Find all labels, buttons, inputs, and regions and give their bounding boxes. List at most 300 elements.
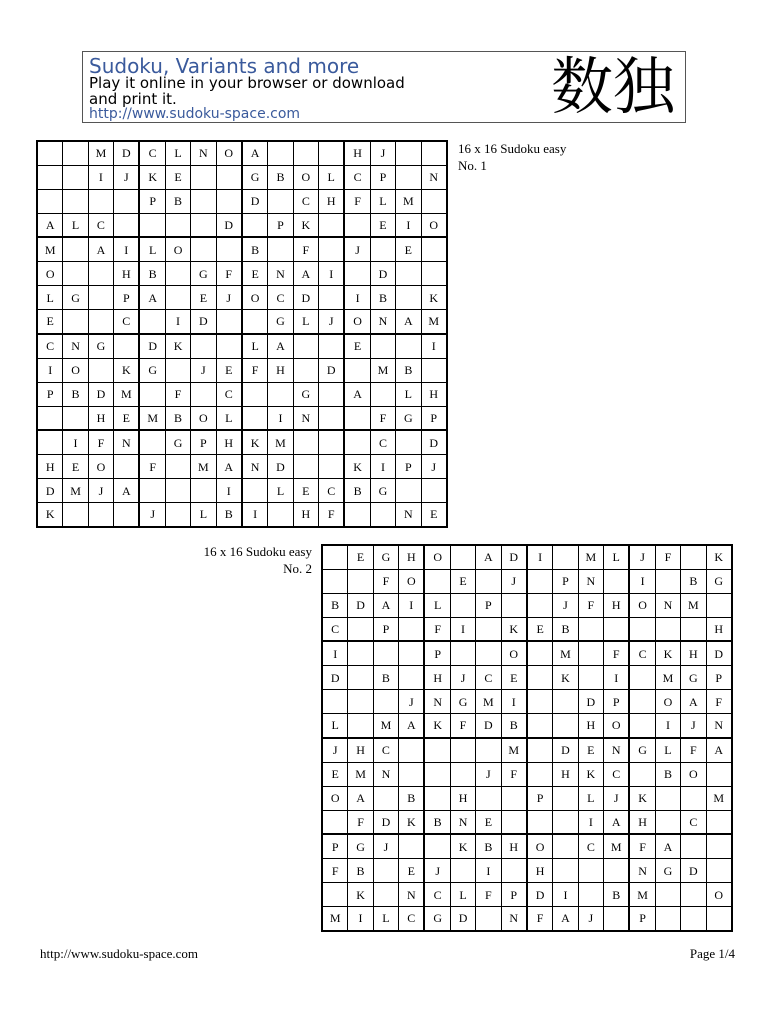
grid-cell[interactable]: P bbox=[191, 430, 216, 454]
grid-cell[interactable]: L bbox=[655, 738, 680, 762]
grid-cell[interactable] bbox=[348, 714, 373, 738]
grid-cell[interactable]: A bbox=[655, 834, 680, 858]
grid-cell[interactable]: I bbox=[37, 358, 63, 382]
grid-cell[interactable]: J bbox=[322, 738, 348, 762]
grid-cell[interactable]: F bbox=[216, 262, 242, 286]
grid-cell[interactable]: F bbox=[370, 406, 395, 430]
grid-cell[interactable]: K bbox=[293, 213, 318, 237]
grid-cell[interactable]: E bbox=[63, 455, 88, 479]
grid-cell[interactable]: P bbox=[629, 906, 655, 931]
grid-cell[interactable] bbox=[424, 762, 450, 786]
grid-cell[interactable]: G bbox=[629, 738, 655, 762]
grid-cell[interactable]: P bbox=[370, 165, 395, 189]
grid-cell[interactable]: E bbox=[191, 286, 216, 310]
grid-cell[interactable]: F bbox=[139, 455, 165, 479]
grid-cell[interactable] bbox=[63, 189, 88, 213]
grid-cell[interactable]: B bbox=[476, 834, 501, 858]
grid-cell[interactable]: B bbox=[348, 859, 373, 883]
grid-cell[interactable]: K bbox=[165, 334, 190, 358]
grid-cell[interactable]: G bbox=[370, 479, 395, 503]
grid-cell[interactable]: M bbox=[37, 237, 63, 261]
grid-cell[interactable]: L bbox=[322, 714, 348, 738]
grid-cell[interactable]: D bbox=[37, 479, 63, 503]
grid-cell[interactable]: H bbox=[450, 786, 475, 810]
grid-cell[interactable]: F bbox=[527, 906, 553, 931]
grid-cell[interactable] bbox=[527, 666, 553, 690]
grid-cell[interactable]: L bbox=[450, 883, 475, 907]
grid-cell[interactable]: A bbox=[399, 714, 425, 738]
grid-cell[interactable]: P bbox=[604, 690, 630, 714]
grid-cell[interactable] bbox=[191, 237, 216, 261]
grid-cell[interactable] bbox=[655, 569, 680, 593]
grid-cell[interactable]: M bbox=[139, 406, 165, 430]
grid-cell[interactable] bbox=[681, 906, 706, 931]
grid-cell[interactable]: A bbox=[476, 545, 501, 569]
grid-cell[interactable] bbox=[476, 906, 501, 931]
grid-cell[interactable]: K bbox=[139, 165, 165, 189]
grid-cell[interactable] bbox=[527, 569, 553, 593]
grid-cell[interactable]: C bbox=[476, 666, 501, 690]
grid-cell[interactable] bbox=[706, 593, 732, 617]
grid-cell[interactable] bbox=[319, 382, 345, 406]
grid-cell[interactable]: I bbox=[655, 714, 680, 738]
grid-cell[interactable]: B bbox=[268, 165, 293, 189]
grid-cell[interactable]: K bbox=[399, 810, 425, 834]
grid-cell[interactable] bbox=[344, 430, 370, 454]
grid-cell[interactable]: E bbox=[450, 569, 475, 593]
grid-cell[interactable] bbox=[216, 189, 242, 213]
grid-cell[interactable] bbox=[165, 455, 190, 479]
grid-cell[interactable]: H bbox=[348, 738, 373, 762]
grid-cell[interactable] bbox=[373, 883, 398, 907]
grid-cell[interactable] bbox=[242, 310, 268, 334]
grid-cell[interactable]: F bbox=[424, 617, 450, 641]
grid-cell[interactable]: N bbox=[655, 593, 680, 617]
grid-cell[interactable] bbox=[629, 762, 655, 786]
grid-cell[interactable]: M bbox=[322, 906, 348, 931]
grid-cell[interactable]: B bbox=[424, 810, 450, 834]
grid-cell[interactable]: P bbox=[424, 641, 450, 665]
grid-cell[interactable]: J bbox=[424, 859, 450, 883]
grid-cell[interactable]: I bbox=[319, 262, 345, 286]
grid-cell[interactable] bbox=[165, 358, 190, 382]
grid-cell[interactable]: C bbox=[268, 286, 293, 310]
grid-cell[interactable]: E bbox=[399, 859, 425, 883]
grid-cell[interactable]: F bbox=[476, 883, 501, 907]
grid-cell[interactable]: F bbox=[242, 358, 268, 382]
grid-cell[interactable]: C bbox=[139, 141, 165, 165]
grid-cell[interactable] bbox=[322, 569, 348, 593]
grid-cell[interactable]: O bbox=[421, 213, 447, 237]
grid-cell[interactable] bbox=[191, 213, 216, 237]
grid-cell[interactable]: H bbox=[578, 714, 603, 738]
grid-cell[interactable]: F bbox=[450, 714, 475, 738]
grid-cell[interactable]: H bbox=[706, 617, 732, 641]
grid-cell[interactable]: J bbox=[476, 762, 501, 786]
grid-cell[interactable]: F bbox=[706, 690, 732, 714]
grid-cell[interactable]: C bbox=[293, 189, 318, 213]
grid-cell[interactable]: H bbox=[553, 762, 578, 786]
grid-cell[interactable] bbox=[370, 237, 395, 261]
grid-cell[interactable] bbox=[319, 430, 345, 454]
grid-cell[interactable]: D bbox=[139, 334, 165, 358]
grid-cell[interactable]: F bbox=[88, 430, 113, 454]
grid-cell[interactable] bbox=[191, 165, 216, 189]
grid-cell[interactable]: F bbox=[578, 593, 603, 617]
grid-cell[interactable]: H bbox=[293, 502, 318, 527]
grid-cell[interactable]: P bbox=[37, 382, 63, 406]
grid-cell[interactable]: D bbox=[216, 213, 242, 237]
grid-cell[interactable] bbox=[191, 382, 216, 406]
grid-cell[interactable] bbox=[216, 334, 242, 358]
grid-cell[interactable]: D bbox=[373, 810, 398, 834]
grid-cell[interactable]: J bbox=[578, 906, 603, 931]
grid-cell[interactable]: C bbox=[322, 617, 348, 641]
grid-cell[interactable]: L bbox=[396, 382, 421, 406]
grid-cell[interactable]: I bbox=[476, 859, 501, 883]
grid-cell[interactable]: O bbox=[604, 714, 630, 738]
grid-cell[interactable] bbox=[527, 690, 553, 714]
grid-cell[interactable] bbox=[578, 641, 603, 665]
grid-cell[interactable] bbox=[476, 641, 501, 665]
grid-cell[interactable]: F bbox=[501, 762, 527, 786]
grid-cell[interactable] bbox=[114, 334, 140, 358]
grid-cell[interactable]: E bbox=[216, 358, 242, 382]
grid-cell[interactable]: C bbox=[399, 906, 425, 931]
grid-cell[interactable]: I bbox=[322, 641, 348, 665]
grid-cell[interactable]: J bbox=[373, 834, 398, 858]
grid-cell[interactable]: N bbox=[578, 569, 603, 593]
grid-cell[interactable]: C bbox=[424, 883, 450, 907]
grid-cell[interactable] bbox=[578, 883, 603, 907]
grid-cell[interactable]: K bbox=[242, 430, 268, 454]
grid-cell[interactable]: P bbox=[114, 286, 140, 310]
grid-cell[interactable]: N bbox=[604, 738, 630, 762]
grid-cell[interactable]: G bbox=[242, 165, 268, 189]
grid-cell[interactable]: O bbox=[293, 165, 318, 189]
grid-cell[interactable] bbox=[139, 310, 165, 334]
grid-cell[interactable]: N bbox=[242, 455, 268, 479]
grid-cell[interactable] bbox=[501, 810, 527, 834]
grid-cell[interactable] bbox=[348, 690, 373, 714]
grid-cell[interactable]: N bbox=[421, 165, 447, 189]
grid-cell[interactable]: O bbox=[216, 141, 242, 165]
grid-cell[interactable]: M bbox=[706, 786, 732, 810]
grid-cell[interactable] bbox=[344, 358, 370, 382]
grid-cell[interactable]: K bbox=[421, 286, 447, 310]
grid-cell[interactable] bbox=[527, 810, 553, 834]
grid-cell[interactable] bbox=[37, 430, 63, 454]
grid-cell[interactable]: N bbox=[373, 762, 398, 786]
grid-cell[interactable]: M bbox=[604, 834, 630, 858]
grid-cell[interactable] bbox=[681, 545, 706, 569]
grid-cell[interactable]: I bbox=[553, 883, 578, 907]
grid-cell[interactable]: B bbox=[373, 666, 398, 690]
grid-cell[interactable]: A bbox=[216, 455, 242, 479]
grid-cell[interactable]: M bbox=[396, 189, 421, 213]
grid-cell[interactable]: B bbox=[63, 382, 88, 406]
grid-cell[interactable]: H bbox=[114, 262, 140, 286]
grid-cell[interactable] bbox=[421, 479, 447, 503]
grid-cell[interactable] bbox=[322, 545, 348, 569]
grid-cell[interactable] bbox=[578, 617, 603, 641]
grid-cell[interactable]: L bbox=[370, 189, 395, 213]
grid-cell[interactable] bbox=[450, 762, 475, 786]
grid-cell[interactable]: N bbox=[396, 502, 421, 527]
grid-cell[interactable]: H bbox=[629, 810, 655, 834]
grid-cell[interactable] bbox=[242, 479, 268, 503]
grid-cell[interactable]: P bbox=[421, 406, 447, 430]
grid-cell[interactable] bbox=[553, 690, 578, 714]
grid-cell[interactable]: L bbox=[242, 334, 268, 358]
grid-cell[interactable] bbox=[139, 479, 165, 503]
grid-cell[interactable]: D bbox=[319, 358, 345, 382]
grid-cell[interactable] bbox=[63, 310, 88, 334]
grid-cell[interactable] bbox=[424, 786, 450, 810]
grid-cell[interactable]: H bbox=[681, 641, 706, 665]
grid-cell[interactable]: A bbox=[293, 262, 318, 286]
grid-cell[interactable]: B bbox=[501, 714, 527, 738]
grid-cell[interactable]: M bbox=[191, 455, 216, 479]
grid-cell[interactable]: J bbox=[421, 455, 447, 479]
grid-cell[interactable] bbox=[114, 213, 140, 237]
grid-cell[interactable]: L bbox=[191, 502, 216, 527]
grid-cell[interactable]: O bbox=[655, 690, 680, 714]
grid-cell[interactable]: O bbox=[88, 455, 113, 479]
grid-cell[interactable] bbox=[629, 714, 655, 738]
grid-cell[interactable] bbox=[88, 310, 113, 334]
grid-cell[interactable]: D bbox=[348, 593, 373, 617]
grid-cell[interactable]: K bbox=[706, 545, 732, 569]
grid-cell[interactable]: H bbox=[424, 666, 450, 690]
grid-cell[interactable]: O bbox=[322, 786, 348, 810]
grid-cell[interactable]: A bbox=[348, 786, 373, 810]
grid-cell[interactable] bbox=[268, 382, 293, 406]
grid-cell[interactable]: N bbox=[191, 141, 216, 165]
grid-cell[interactable]: G bbox=[293, 382, 318, 406]
grid-cell[interactable]: K bbox=[629, 786, 655, 810]
grid-cell[interactable]: E bbox=[165, 165, 190, 189]
grid-cell[interactable] bbox=[165, 213, 190, 237]
grid-cell[interactable] bbox=[681, 786, 706, 810]
grid-cell[interactable]: N bbox=[629, 859, 655, 883]
grid-cell[interactable]: C bbox=[681, 810, 706, 834]
grid-cell[interactable] bbox=[293, 455, 318, 479]
grid-cell[interactable]: I bbox=[629, 569, 655, 593]
grid-cell[interactable]: B bbox=[216, 502, 242, 527]
grid-cell[interactable]: G bbox=[396, 406, 421, 430]
grid-cell[interactable]: E bbox=[396, 237, 421, 261]
grid-cell[interactable] bbox=[399, 666, 425, 690]
grid-cell[interactable]: J bbox=[501, 569, 527, 593]
grid-cell[interactable]: I bbox=[216, 479, 242, 503]
grid-cell[interactable] bbox=[655, 786, 680, 810]
grid-cell[interactable] bbox=[114, 502, 140, 527]
grid-cell[interactable]: O bbox=[242, 286, 268, 310]
grid-cell[interactable] bbox=[319, 455, 345, 479]
grid-cell[interactable]: C bbox=[629, 641, 655, 665]
grid-cell[interactable] bbox=[527, 738, 553, 762]
grid-cell[interactable]: G bbox=[655, 859, 680, 883]
grid-cell[interactable] bbox=[655, 883, 680, 907]
grid-cell[interactable]: J bbox=[191, 358, 216, 382]
grid-cell[interactable]: H bbox=[604, 593, 630, 617]
grid-cell[interactable]: I bbox=[450, 617, 475, 641]
grid-cell[interactable]: K bbox=[424, 714, 450, 738]
grid-cell[interactable]: B bbox=[553, 617, 578, 641]
banner-url[interactable]: http://www.sudoku-space.com bbox=[89, 106, 301, 122]
grid-cell[interactable]: F bbox=[373, 569, 398, 593]
grid-cell[interactable] bbox=[501, 786, 527, 810]
grid-cell[interactable]: E bbox=[370, 213, 395, 237]
grid-cell[interactable] bbox=[706, 906, 732, 931]
grid-cell[interactable]: A bbox=[681, 690, 706, 714]
grid-cell[interactable]: B bbox=[681, 569, 706, 593]
grid-cell[interactable]: H bbox=[268, 358, 293, 382]
grid-cell[interactable] bbox=[396, 141, 421, 165]
grid-cell[interactable]: K bbox=[553, 666, 578, 690]
grid-cell[interactable]: D bbox=[476, 714, 501, 738]
grid-cell[interactable] bbox=[319, 286, 345, 310]
grid-cell[interactable]: N bbox=[370, 310, 395, 334]
grid-cell[interactable]: E bbox=[322, 762, 348, 786]
grid-cell[interactable]: D bbox=[322, 666, 348, 690]
grid-cell[interactable] bbox=[348, 569, 373, 593]
grid-cell[interactable]: L bbox=[293, 310, 318, 334]
grid-cell[interactable] bbox=[63, 502, 88, 527]
grid-cell[interactable]: M bbox=[476, 690, 501, 714]
grid-cell[interactable] bbox=[139, 382, 165, 406]
grid-cell[interactable] bbox=[348, 617, 373, 641]
grid-cell[interactable]: O bbox=[527, 834, 553, 858]
grid-cell[interactable] bbox=[165, 262, 190, 286]
grid-cell[interactable]: D bbox=[681, 859, 706, 883]
grid-cell[interactable]: N bbox=[293, 406, 318, 430]
grid-cell[interactable] bbox=[344, 502, 370, 527]
grid-cell[interactable]: P bbox=[501, 883, 527, 907]
grid-cell[interactable] bbox=[604, 859, 630, 883]
grid-cell[interactable]: B bbox=[655, 762, 680, 786]
grid-cell[interactable] bbox=[63, 262, 88, 286]
grid-cell[interactable]: G bbox=[165, 430, 190, 454]
grid-cell[interactable] bbox=[681, 834, 706, 858]
grid-cell[interactable]: J bbox=[88, 479, 113, 503]
grid-cell[interactable]: J bbox=[399, 690, 425, 714]
grid-cell[interactable] bbox=[629, 690, 655, 714]
grid-cell[interactable]: A bbox=[604, 810, 630, 834]
grid-cell[interactable]: L bbox=[268, 479, 293, 503]
grid-cell[interactable]: B bbox=[399, 786, 425, 810]
grid-cell[interactable] bbox=[370, 334, 395, 358]
grid-cell[interactable]: J bbox=[629, 545, 655, 569]
grid-cell[interactable]: I bbox=[344, 286, 370, 310]
grid-cell[interactable]: K bbox=[114, 358, 140, 382]
grid-cell[interactable]: K bbox=[348, 883, 373, 907]
grid-cell[interactable] bbox=[344, 406, 370, 430]
grid-cell[interactable] bbox=[322, 810, 348, 834]
grid-cell[interactable] bbox=[293, 334, 318, 358]
grid-cell[interactable] bbox=[268, 189, 293, 213]
grid-cell[interactable]: O bbox=[165, 237, 190, 261]
grid-cell[interactable]: P bbox=[553, 569, 578, 593]
grid-cell[interactable] bbox=[396, 286, 421, 310]
grid-cell[interactable] bbox=[293, 358, 318, 382]
grid-cell[interactable]: O bbox=[37, 262, 63, 286]
grid-cell[interactable] bbox=[191, 189, 216, 213]
grid-cell[interactable] bbox=[396, 262, 421, 286]
grid-cell[interactable]: B bbox=[139, 262, 165, 286]
grid-cell[interactable] bbox=[348, 666, 373, 690]
grid-cell[interactable]: N bbox=[114, 430, 140, 454]
grid-cell[interactable]: C bbox=[344, 165, 370, 189]
grid-cell[interactable]: B bbox=[604, 883, 630, 907]
grid-cell[interactable]: F bbox=[629, 834, 655, 858]
grid-cell[interactable]: L bbox=[216, 406, 242, 430]
grid-cell[interactable]: D bbox=[191, 310, 216, 334]
grid-cell[interactable] bbox=[655, 810, 680, 834]
grid-cell[interactable]: J bbox=[370, 141, 395, 165]
grid-cell[interactable]: I bbox=[501, 690, 527, 714]
grid-cell[interactable]: I bbox=[396, 213, 421, 237]
grid-cell[interactable]: I bbox=[242, 502, 268, 527]
grid-cell[interactable]: H bbox=[527, 859, 553, 883]
grid-cell[interactable]: G bbox=[88, 334, 113, 358]
grid-cell[interactable] bbox=[37, 406, 63, 430]
grid-cell[interactable]: D bbox=[242, 189, 268, 213]
grid-cell[interactable] bbox=[268, 502, 293, 527]
grid-cell[interactable]: J bbox=[319, 310, 345, 334]
grid-cell[interactable]: C bbox=[37, 334, 63, 358]
footer-url[interactable]: http://www.sudoku-space.com bbox=[40, 946, 199, 961]
grid-cell[interactable]: G bbox=[139, 358, 165, 382]
grid-cell[interactable] bbox=[424, 569, 450, 593]
grid-cell[interactable] bbox=[293, 430, 318, 454]
grid-cell[interactable] bbox=[88, 286, 113, 310]
grid-cell[interactable]: I bbox=[578, 810, 603, 834]
grid-cell[interactable] bbox=[450, 641, 475, 665]
grid-cell[interactable]: K bbox=[578, 762, 603, 786]
grid-cell[interactable] bbox=[242, 406, 268, 430]
grid-cell[interactable]: B bbox=[242, 237, 268, 261]
grid-cell[interactable]: N bbox=[424, 690, 450, 714]
grid-cell[interactable]: P bbox=[706, 666, 732, 690]
grid-cell[interactable] bbox=[424, 834, 450, 858]
grid-cell[interactable]: F bbox=[293, 237, 318, 261]
grid-cell[interactable] bbox=[655, 617, 680, 641]
grid-cell[interactable]: I bbox=[63, 430, 88, 454]
grid-cell[interactable]: M bbox=[370, 358, 395, 382]
grid-cell[interactable]: L bbox=[165, 141, 190, 165]
grid-cell[interactable]: E bbox=[578, 738, 603, 762]
grid-cell[interactable]: P bbox=[476, 593, 501, 617]
grid-cell[interactable]: B bbox=[370, 286, 395, 310]
grid-cell[interactable]: E bbox=[501, 666, 527, 690]
grid-cell[interactable] bbox=[370, 502, 395, 527]
grid-cell[interactable]: K bbox=[344, 455, 370, 479]
grid-cell[interactable] bbox=[604, 906, 630, 931]
grid-cell[interactable]: I bbox=[370, 455, 395, 479]
grid-cell[interactable] bbox=[421, 262, 447, 286]
grid-cell[interactable]: A bbox=[37, 213, 63, 237]
grid-cell[interactable]: C bbox=[373, 738, 398, 762]
grid-cell[interactable]: C bbox=[578, 834, 603, 858]
grid-cell[interactable] bbox=[629, 617, 655, 641]
grid-cell[interactable] bbox=[553, 810, 578, 834]
grid-cell[interactable] bbox=[450, 593, 475, 617]
grid-cell[interactable]: F bbox=[348, 810, 373, 834]
grid-cell[interactable]: M bbox=[578, 545, 603, 569]
grid-cell[interactable]: C bbox=[216, 382, 242, 406]
